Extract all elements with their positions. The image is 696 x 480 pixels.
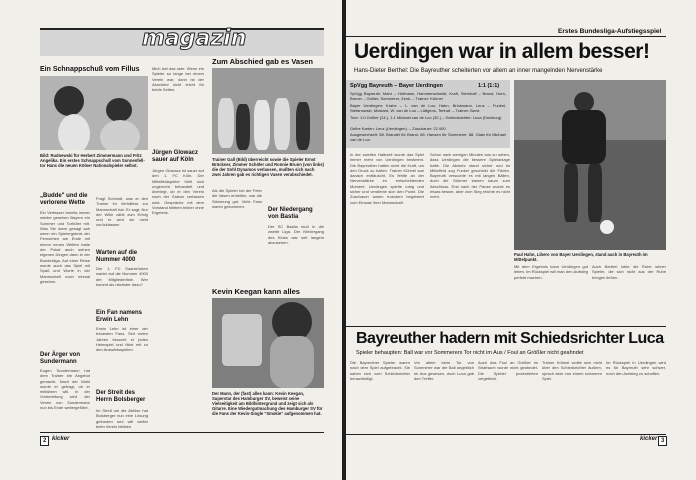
body-r-col3: Mit dem Ergebnis kann Uerdingen gut leben. Im Rückspiel will man den Aufstieg perfekt machen. [514,264,588,280]
caption-vasen: Trainer Gall (Bild) überreicht sowie die Spieler Ernst Brückner, Zimmer Schöler und Ronnie Brunn (von links) die der Sohl Dynamos verlassen, mußten sich nach zwei Jahren gab es richtigen Vasen verabschiedet. [212,157,324,177]
article-headline-fillus: Ein Schnappschuß vom Fillus [40,66,140,73]
kicker-logo-right: kicker [640,436,658,442]
photo-vasen [212,68,324,154]
body-col2d: Im Streit um die Ablöse hat Bolsberger nun eine Lösung gefunden und will weiter beim Verein bleiben. [96,408,148,429]
lineup-score: 1:1 (1:1) [478,83,500,89]
lineup-bayreuth: SpVgg Bayreuth: Mahr – Hofmann, Hammerschmidt, Kraft, Steinhoff – Brand, Horn, Breuer – Gröller, Sommerer, Zenk. – Trainer: Kühnel [350,91,506,102]
body-r2-col3: Auch das Foul an Größler im Strafraum wurde nicht geahndet. Die Spieler protestierten vergeblich. [478,360,538,381]
subhead-fans: Ein Fan namens Erwin Lehn [96,310,143,323]
page-number: 2 [40,436,49,446]
main-subhead: Hans-Dieter Berthel: Die Bayreuther scheiterten vor allem an inner mangelnden Nervenstärke [354,68,603,74]
body-col2b: Der 1. FC Saarbrücken wartet auf die Nummer 4000 der Mitgliederliste. Wer kommt als nächster dazu? [96,266,148,287]
page-number-right: 3 [658,436,667,446]
photo-keegan [212,298,324,388]
footer-rule-right [346,434,666,435]
lineup-uerdingen: Bayer Uerdingen: Krahe – L. van de Loo, Hahn, Brinkmann, Lenz – Funkel, Stefanowski, Mostard, W. van de Loo – Lüttgens, Tenhaf. – Trainer: Burtz [350,103,506,114]
body-r2-col5: Im Rückspiel in Uerdingen wird es für Bayreuth sehr schwer, noch den Aufstieg zu schaffen. [606,360,666,376]
subhead-aerger: Der Ärger von Sundermann [40,352,81,365]
photo-hahn [514,80,666,250]
body-col3a: Mich traf das sehr. Wenn ein Spieler so lange bei einem Verein war, dann ist der Abschied nicht leicht für beide Seiten. [152,66,204,93]
second-headline: Bayreuther hadern mit Schiedsrichter Luca [356,330,664,347]
left-page [0,0,342,480]
substitutions: Ausgewechselt: 58. Brandel für Brand, 68. Hansen für Sommerer, 88. Glatz für Michael van de Loo. [350,132,506,143]
kicker-logo: kicker [52,436,70,442]
caption-hahn: Paul Hahn, Libero von Bayer Uerdingen, stand auch in Bayreuth im Mittelpunkt. [514,252,648,262]
photo-fillus [40,76,148,150]
body-col2a: Fragt Schmidt, was er den Trainer im Verhältnis zur Mannschaft hat. Er sagt: Nur der Wille zählt zum Erfolg und er wird sie nicht zurücklassen. [96,196,148,228]
body-col1b: Eugen Sundermann hat dem Trainer ein Angebot gemacht. Nach der Wahl wurde er gefragt, ob er mitfahren will. In der Vorbereitung wird der Verein von Sundermann nun bis Ende weitergeführt. [40,368,90,411]
article-headline-vasen: Zum Abschied gab es Vasen [212,57,314,66]
header-rule [346,36,666,37]
body-r2-col2: Vor allem beim Tor von Sommerer war der Ball angeblich im Aus gewesen, doch Luca gab den Treffer. [414,360,474,381]
body-r-col1: In der zweiten Halbzeit wurde das Spiel immer mehr von Uerdingen bestimmt. Die Bayreuther hatten nicht die Kraft, um den Druck zu halten. Trainer Kühnel war danach enttäuscht. Es fehlte an der Nervenstärke im entscheidenden Moment. Uerdingen spielte ruhig und sicher und verdiente sich den Punkt. Die Zuschauer waren trotzdem begeistert vom Einsatz ihrer Mannschaft. [350,152,424,205]
magazin-banner [40,28,324,56]
subhead-warten: Warten auf die Nummer 4000 [96,250,138,263]
body-col4a: Als die Spieler bei der Feier die Vasen erhielten, war die Stimmung gut. Viele Fans waren gekommen. [212,188,262,209]
body-col4b: Der SC Bastia muß in die zweite Liga. Der Niedergang des Klubs war seit langem abzusehen. [268,224,324,245]
subhead-bastia: Der Niedergang von Bastia [268,207,313,220]
caption-fillus: Bild: Rudnewski für Herbert Zimmermann und Fritz Angelika. Ein erstes Schnappschuß vom Sonnenfell-tor Hans die neuen Kölner Nationalspieler selbst. [40,153,145,168]
main-headline: Uerdingen war in allem besser! [354,40,650,63]
section-title: magazin [142,26,247,51]
body-col1: Ein Verfasser bereits immer wieder gesehen Bayern ein Sommer und Torhüter mit. Was Sie dann gesagt sah wenn ein Spielergebnis der Fernsehen am Ende mit einem neuen Wetten hatte der Pokal auch seinen eigenen Dingen dann in der Bundesliga. Auf einer Reise wurde auch das Spiel mit Spaß und Worte in der Mannschaft noch einmal gesehen. [40,210,90,284]
body-r2-col1: Die Bayreuther Spieler waren nach dem Spiel aufgebracht. Sie sahen sich vom Schiedsrichter benachteiligt. [350,360,410,381]
body-r-col4: Auch Berthel lobte die Ruhe seiner Spieler, die sich nicht aus der Ruhe bringen ließen. [592,264,666,280]
caption-keegan: Der Mann, der (fast) alles kann: Kevin Keegan, Superstar des Hamburger SV, beweist seine Vielseitigkeit am Bildhintergrund und zeigt sich als Gitarre. Eine Wiedergutmachung des Hamburger SV für die Fans der Kevin-Single "Smokie" aufgenommen hat. [212,391,323,416]
body-r2-col4: Trainer Kühnel wollte sich nicht über den Schiedsrichter äußern, sprach aber von einem schweren Spiel. [542,360,602,381]
footer-rule [40,432,324,433]
body-r-col2: Schon nach wenigen Minuten war zu sehen, dass Uerdingen die bessere Spielanlage hatte. Die Abwehr stand sicher und im Mittelfeld zog Funkel geschickt die Fäden. Bayreuth versuchte es mit langen Bällen, doch die Stürmer kamen kaum zum Abschluss. Erst nach der Pause wurde es etwas besser, aber zum Sieg reichte es nicht mehr. [430,152,510,200]
subhead-glowacz: Jürgen Glowacz sauer auf Köln [152,150,199,163]
section-rule [346,326,666,327]
subhead-streit: Der Streit des Herrn Bolsberger [96,390,146,403]
cards-attendance: Gelbe Karten: Lenz (Uerdingen). – Zuschauer: 22 000 [350,126,446,131]
body-col3b: Jürgen Glowacz ist sauer auf den 1. FC Köln. Der Mittelfeldspieler fühlt sich ungerecht behandelt und überlegt, ob er den Verein nach der Saison verlassen wird. Gespräche mit dem Vorstand blieben bisher ohne Ergebnis. [152,168,204,216]
lineup-box [346,80,510,148]
second-subhead: Spieler behaupten: Ball war vor Sommerers Tor nicht im Aus / Foul an Größler nicht geahndet [356,350,584,356]
body-col2c: Erwin Lehn ist einer der treuesten Fans. Seit vielen Jahren besucht er jedes Heimspiel und fährt mit zu den Auswärtsspielen. [96,326,148,353]
right-page [346,0,696,480]
section-header: Erstes Bundesliga-Aufstiegsspiel [558,28,662,35]
goals-referee: Tore: 1:0 Gröller (24.), 1:1 Michael van de Loo (30.) – Schiedsrichter: Luca (Duisburg) [350,115,502,120]
article-headline-keegan: Kevin Keegan kann alles [212,287,300,296]
lineup-title: SpVgg Bayreuth – Bayer Uerdingen [350,83,443,89]
subhead-budde: „Budde" und die verlorene Wette [40,193,88,206]
